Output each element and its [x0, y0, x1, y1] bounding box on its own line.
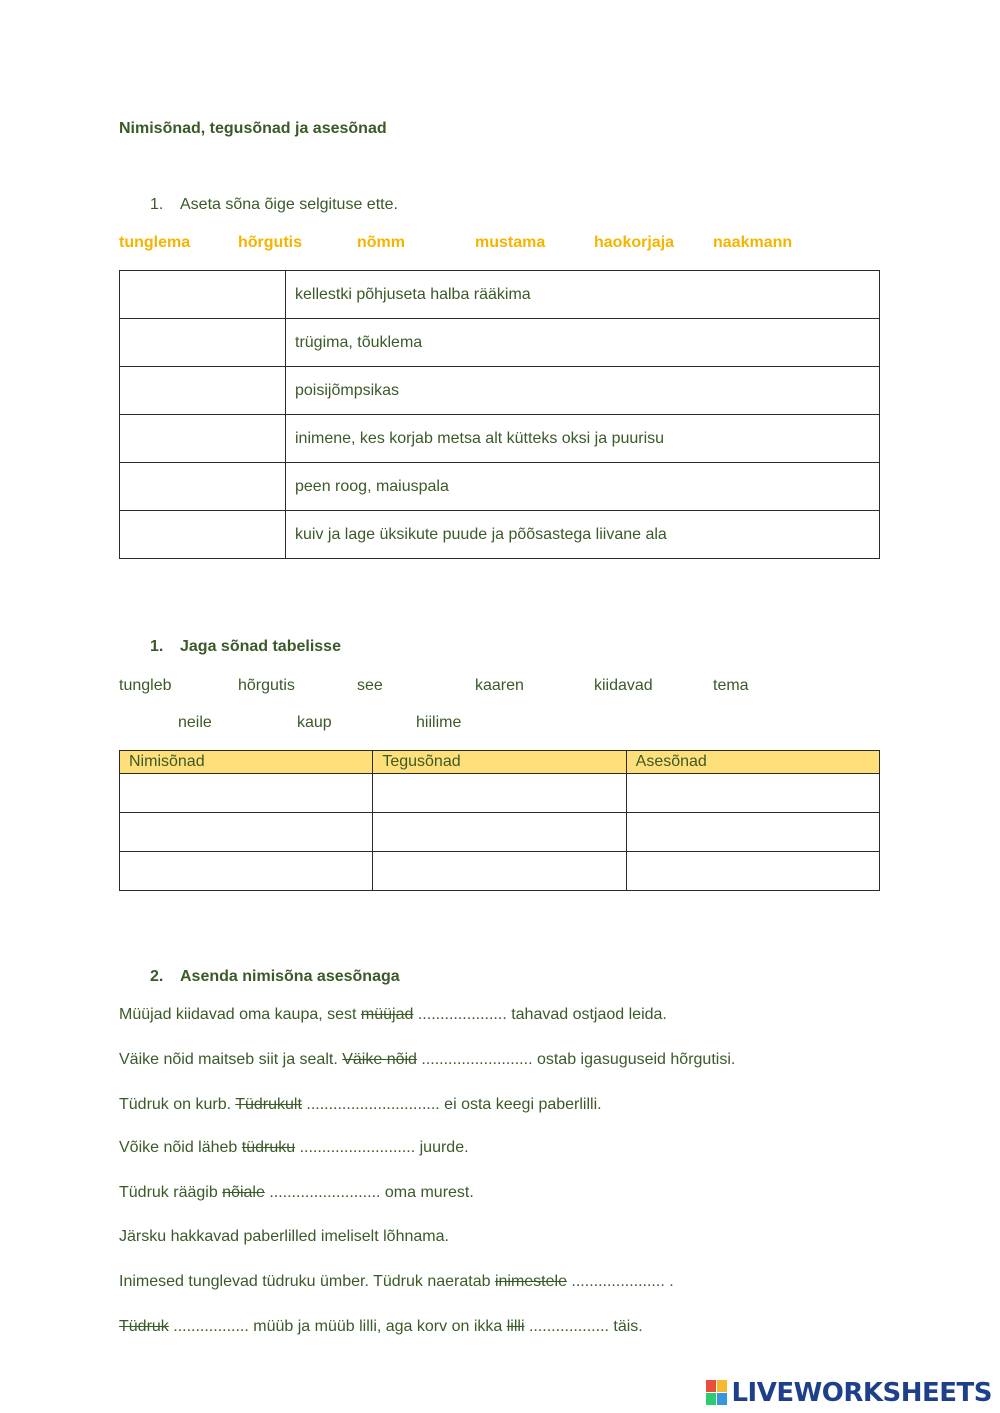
definition-cell: poisijõmpsikas — [286, 367, 880, 415]
liveworksheets-logo[interactable] — [706, 1377, 992, 1409]
table-row — [120, 415, 880, 463]
struck-noun: müüjad — [360, 1006, 414, 1023]
word-bank-item[interactable]: kaaren — [475, 677, 524, 694]
sentence-text: Müüjad kiidavad oma kaupa, sest — [119, 1006, 361, 1023]
sentence-blank-text[interactable]: ......................... ostab igasuguseid hõrgutisi. — [416, 1051, 736, 1068]
column-header-nimisonad: Nimisõnad — [120, 751, 373, 774]
exercise3-number: 2. — [150, 968, 164, 985]
liveworksheets-logo-icon — [706, 1380, 728, 1406]
sentence-4 — [119, 1139, 469, 1157]
definition-cell: kellestki põhjuseta halba rääkima — [286, 271, 880, 319]
exercise2-heading — [150, 638, 341, 656]
answer-cell[interactable] — [120, 852, 373, 891]
answer-cell[interactable] — [120, 813, 373, 852]
answer-cell[interactable] — [626, 852, 879, 891]
answer-blank[interactable] — [120, 367, 286, 415]
definition-cell: kuiv ja lage üksikute puude ja põõsastega liivane ala — [286, 511, 880, 559]
word-bank-item[interactable]: kiidavad — [594, 677, 653, 694]
sentence-blank-text[interactable]: .................. täis. — [524, 1318, 643, 1335]
exercise1-heading — [150, 196, 398, 214]
word-bank-item[interactable]: hõrgutis — [238, 234, 302, 251]
struck-noun: inimestele — [494, 1273, 567, 1290]
word-bank-item[interactable]: tunglema — [119, 234, 191, 251]
definition-table — [119, 270, 880, 559]
word-bank-item[interactable]: kaup — [297, 714, 332, 731]
sentence-blank-text[interactable]: .......................... juurde. — [295, 1139, 469, 1156]
table-row — [120, 511, 880, 559]
sentence-text: Tüdruk räägib — [119, 1184, 223, 1201]
logo-text: LIVEWORKSHEETS — [731, 1378, 992, 1408]
struck-noun: tüdruku — [241, 1139, 296, 1156]
exercise3-heading — [150, 968, 400, 986]
sentence-2 — [119, 1051, 735, 1069]
struck-noun: nõiale — [222, 1184, 265, 1201]
struck-noun: Tüdruk — [119, 1318, 169, 1335]
column-header-asesonad: Asesõnad — [626, 751, 879, 774]
definition-cell: trügima, tõuklema — [286, 319, 880, 367]
sentence-blank-text[interactable]: .................... tahavad ostjaod leida. — [413, 1006, 667, 1023]
exercise1-word-bank — [0, 234, 1000, 256]
word-bank-item[interactable]: hiilime — [416, 714, 462, 731]
table-row — [120, 271, 880, 319]
table-row — [120, 852, 880, 891]
answer-blank[interactable] — [120, 415, 286, 463]
exercise2-instruction: Jaga sõnad tabelisse — [180, 638, 341, 655]
definition-cell: peen roog, maiuspala — [286, 463, 880, 511]
exercise1-number: 1. — [150, 196, 164, 213]
word-bank-item[interactable]: tungleb — [119, 677, 172, 694]
sentence-3 — [119, 1096, 602, 1114]
sentence-text: Väike nõid maitseb siit ja sealt. — [119, 1051, 343, 1068]
sentence-7 — [119, 1273, 674, 1291]
sentence-6 — [119, 1228, 449, 1246]
word-bank-item[interactable]: tema — [713, 677, 749, 694]
word-bank-item[interactable]: see — [357, 677, 383, 694]
answer-blank[interactable] — [120, 511, 286, 559]
answer-cell[interactable] — [120, 774, 373, 813]
exercise2-word-bank-row2 — [0, 714, 1000, 736]
table-header-row — [120, 751, 880, 774]
sentence-blank-text[interactable]: ......................... oma murest. — [264, 1184, 474, 1201]
word-bank-item[interactable]: naakmann — [713, 234, 793, 251]
word-bank-item[interactable]: haokorjaja — [594, 234, 675, 251]
table-row — [120, 813, 880, 852]
answer-blank[interactable] — [120, 271, 286, 319]
answer-blank[interactable] — [120, 319, 286, 367]
exercise2-word-bank-row1 — [0, 677, 1000, 699]
sentence-text: Inimesed tunglevad tüdruku ümber. Tüdruk naeratab — [119, 1273, 495, 1290]
answer-cell[interactable] — [626, 813, 879, 852]
table-row — [120, 319, 880, 367]
answer-blank[interactable] — [120, 463, 286, 511]
struck-noun: Väike nõid — [342, 1051, 417, 1068]
word-category-table — [119, 750, 880, 891]
sentence-blank-text[interactable]: ................. müüb ja müüb lilli, aga korv on ikka — [168, 1318, 507, 1335]
exercise3-instruction: Asenda nimisõna asesõnaga — [180, 968, 400, 985]
answer-cell[interactable] — [373, 774, 626, 813]
sentence-8 — [119, 1318, 643, 1336]
word-bank-item[interactable]: neile — [178, 714, 212, 731]
definition-cell: inimene, kes korjab metsa alt kütteks oksi ja puurisu — [286, 415, 880, 463]
sentence-5 — [119, 1184, 474, 1202]
word-bank-item[interactable]: mustama — [475, 234, 546, 251]
table-row — [120, 463, 880, 511]
sentence-blank-text[interactable]: .............................. ei osta keegi paberlilli. — [301, 1096, 602, 1113]
sentence-text: Järsku hakkavad paberlilled imeliselt lõhnama. — [119, 1228, 449, 1245]
column-header-tegusonad: Tegusõnad — [373, 751, 626, 774]
answer-cell[interactable] — [373, 852, 626, 891]
sentence-text: Võike nõid läheb — [119, 1139, 242, 1156]
answer-cell[interactable] — [373, 813, 626, 852]
exercise1-instruction: Aseta sõna õige selgituse ette. — [180, 196, 398, 213]
word-bank-item[interactable]: nõmm — [357, 234, 405, 251]
table-row — [120, 367, 880, 415]
sentence-text: Tüdruk on kurb. — [119, 1096, 236, 1113]
word-bank-item[interactable]: hõrgutis — [238, 677, 295, 694]
struck-noun: Tüdrukult — [235, 1096, 302, 1113]
answer-cell[interactable] — [626, 774, 879, 813]
page-title: Nimisõnad, tegusõnad ja asesõnad — [119, 120, 387, 137]
struck-noun: lilli — [506, 1318, 525, 1335]
sentence-blank-text[interactable]: ..................... . — [566, 1273, 674, 1290]
table-row — [120, 774, 880, 813]
sentence-1 — [119, 1006, 667, 1024]
exercise2-number: 1. — [150, 638, 164, 655]
